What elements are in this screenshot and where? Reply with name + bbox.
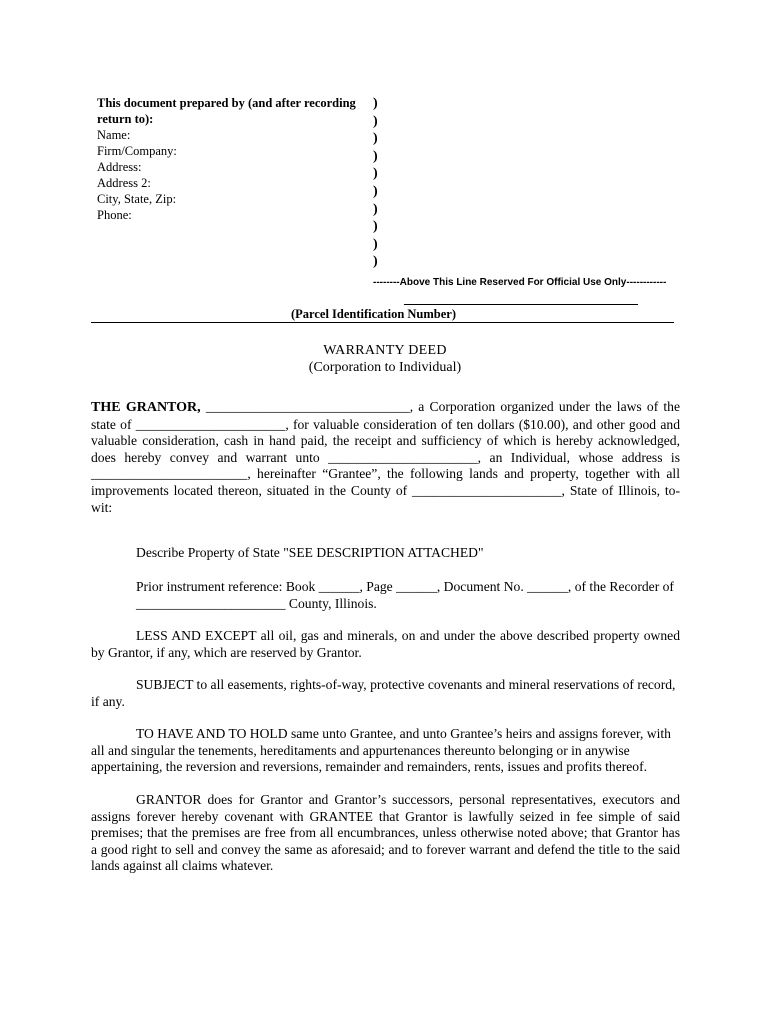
to-have-paragraph: TO HAVE AND TO HOLD same unto Grantee, and unto Grantee’s heirs and assigns forever, with all and singular the tenements, hereditaments and appurtenances thereunto belonging or in anywise appertaining, the reversion and reversions, remainder and remainders, rents, issues and profits thereof.	[91, 726, 671, 775]
address2-field-label: Address 2:	[97, 176, 151, 190]
return-to-label: return to):	[97, 112, 154, 126]
grantor-paragraph	[91, 399, 680, 516]
subject-paragraph: SUBJECT to all easements, rights-of-way, protective covenants and mineral reservations of record, if any.	[91, 677, 676, 709]
bracket: )	[373, 236, 378, 252]
parcel-entry-line	[404, 304, 638, 305]
bracket: )	[373, 131, 378, 147]
bracket: )	[373, 254, 378, 270]
prior-instrument-line2: ______________________ County, Illinois.	[136, 595, 377, 611]
bracket: )	[373, 148, 378, 164]
grantor-covenant-paragraph: GRANTOR does for Grantor and Grantor’s successors, personal representatives, executors and assigns forever hereby covenant with GRANTEE that Grantor is lawfully seized in fee simple of said premises; that the premises are free from all encumbrances, unless otherwise noted above; that Grantor has a good right to sell and convey the same as aforesaid; and to forever warrant and defend the title to the said lands against all claims whatever.	[91, 792, 680, 874]
address-field-label: Address:	[97, 160, 142, 174]
parcel-divider	[91, 322, 674, 323]
prepared-by-label: This document prepared by (and after recording	[97, 96, 356, 110]
describe-property-line: Describe Property of State "SEE DESCRIPTION ATTACHED"	[136, 545, 484, 560]
parcel-id-text: (Parcel Identification Number)	[290, 307, 456, 321]
city-state-zip-field-label: City, State, Zip:	[97, 192, 177, 206]
bracket: )	[373, 183, 378, 199]
bracket: )	[373, 166, 378, 182]
bracket: )	[373, 219, 378, 235]
bracket-column	[373, 95, 378, 271]
name-field-label: Name:	[97, 128, 131, 142]
official-use-line: --------Above This Line Reserved For Official Use Only------------	[373, 277, 667, 288]
less-except-paragraph: LESS AND EXCEPT all oil, gas and minerals, on and under the above described property owned by Grantor, if any, which are reserved by Grantor.	[91, 628, 680, 660]
deed-subtitle: (Corporation to Individual)	[308, 360, 462, 375]
phone-field-label: Phone:	[97, 208, 132, 222]
bracket: )	[373, 96, 378, 111]
prior-instrument-block	[136, 579, 681, 612]
grantor-label: THE GRANTOR,	[91, 400, 201, 415]
bracket: )	[373, 201, 378, 217]
bracket: )	[373, 113, 378, 129]
prior-instrument-line1: Prior instrument reference: Book ______, Page ______, Document No. ______, of the Recorder of	[136, 579, 674, 594]
deed-title: WARRANTY DEED	[323, 343, 447, 358]
firm-field-label: Firm/Company:	[97, 144, 177, 158]
prepared-by-block	[97, 95, 367, 223]
deed-title-block	[0, 342, 770, 376]
grantor-text: ______________________________, a Corporation organized under the laws of the state of ______________________, for valuable consideration of ten dollars ($10.00), and other good and valuable consideration, cash in hand paid, the receipt and sufficiency of which is hereby acknowledged, does hereby convey and warrant unto ______________________, an Individual, whose address is _______________________, hereinafter “Grantee”, the following lands and property, together with all improvements located thereon, situated in the County of ______________________, State of Illinois, to-wit:	[91, 399, 681, 515]
parcel-id-label	[91, 307, 770, 322]
